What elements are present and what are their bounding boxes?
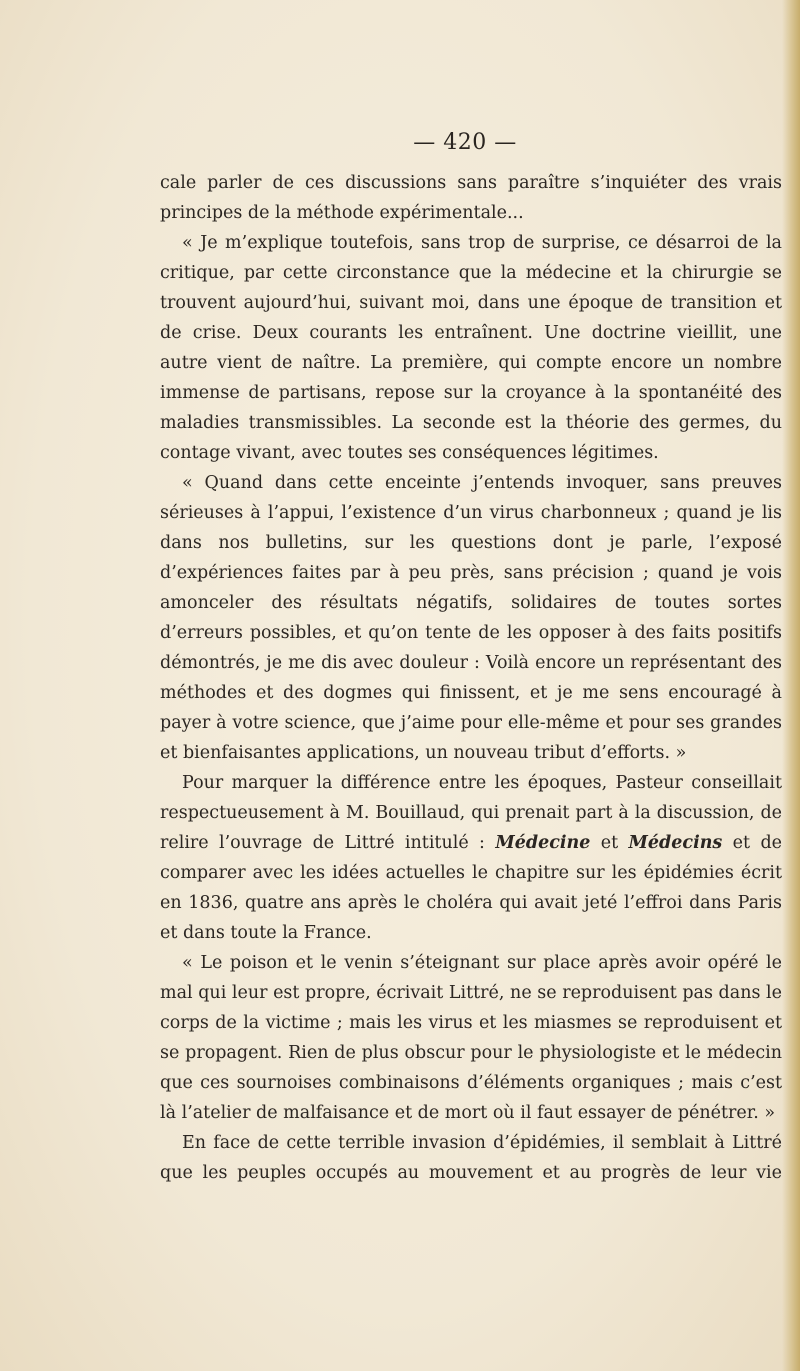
- page-number: — 420 —: [413, 130, 517, 155]
- paragraph-3: « Quand dans cette enceinte j’entends invoquer, sans preuves sérieuses à l’appui, l’existence d’un virus charbonneux ; quand je lis dans nos bulletins, sur les questions dont je parle, l’exposé d’expériences faites par à peu près, sans précision ; quand je vois amonceler des résultats négatifs, solidaires de toutes sortes d’erreurs possibles, et qu’on tente de les opposer à des faits positifs démontrés, je me dis avec douleur : Voilà encore un représentant des méthodes et des dogmes qui finissent, et je me sens encouragé à payer à votre science, que j’aime pour elle-même et pour ses grandes et bienfaisantes applications, un nouveau tribut d’efforts. »: [160, 473, 782, 763]
- paragraph-4-before: Pour marquer la différence entre les époques, Pasteur conseillait respectueusement à M. Bouillaud, qui prenait part à la discussion, de relire l’ouvrage de Littré intitulé :: [160, 773, 782, 853]
- paragraph-1: cale parler de ces discussions sans paraître s’inquiéter des vrais principes de la méthode expérimentale...: [160, 173, 782, 223]
- paragraph-6: En face de cette terrible invasion d’épidémies, il semblait à Littré que les peuples occupés au mouvement et au progrès de leur vie: [160, 1133, 782, 1183]
- paragraph-2: « Je m’explique toutefois, sans trop de surprise, ce désarroi de la critique, par cette circonstance que la médecine et la chirurgie se trouvent aujourd’hui, suivant moi, dans une époque de transition et de crise. Deux courants les entraînent. Une doctrine vieillit, une autre vient de naître. La première, qui compte encore un nombre immense de partisans, repose sur la croyance à la spontanéité des maladies transmissibles. La seconde est la théorie des germes, du contage vivant, avec toutes ses conséquences légitimes.: [160, 233, 782, 463]
- paragraph-4: [160, 768, 782, 948]
- book-title-medecine: Médecine: [495, 833, 591, 853]
- body-text: [160, 168, 782, 1188]
- paragraph-4-after: et de comparer avec les idées actuelles le chapitre sur les épidémies écrit en 1836, quatre ans après le choléra qui avait jeté l’effroi dans Paris et dans toute la France.: [160, 833, 782, 943]
- paragraph-4-mid: et: [590, 833, 629, 853]
- page-edge-shadow: [782, 0, 800, 1371]
- book-title-medecins: Médecins: [628, 833, 723, 853]
- paragraph-5: « Le poison et le venin s’éteignant sur place après avoir opéré le mal qui leur est propre, écrivait Littré, ne se reproduisent pas dans le corps de la victime ; mais les virus et les miasmes se reproduisent et se propagent. Rien de plus obscur pour le physiologiste et le médecin que ces sournoises combinaisons d’éléments organiques ; mais c’est là l’atelier de malfaisance et de mort où il faut essayer de pénétrer. »: [160, 953, 782, 1123]
